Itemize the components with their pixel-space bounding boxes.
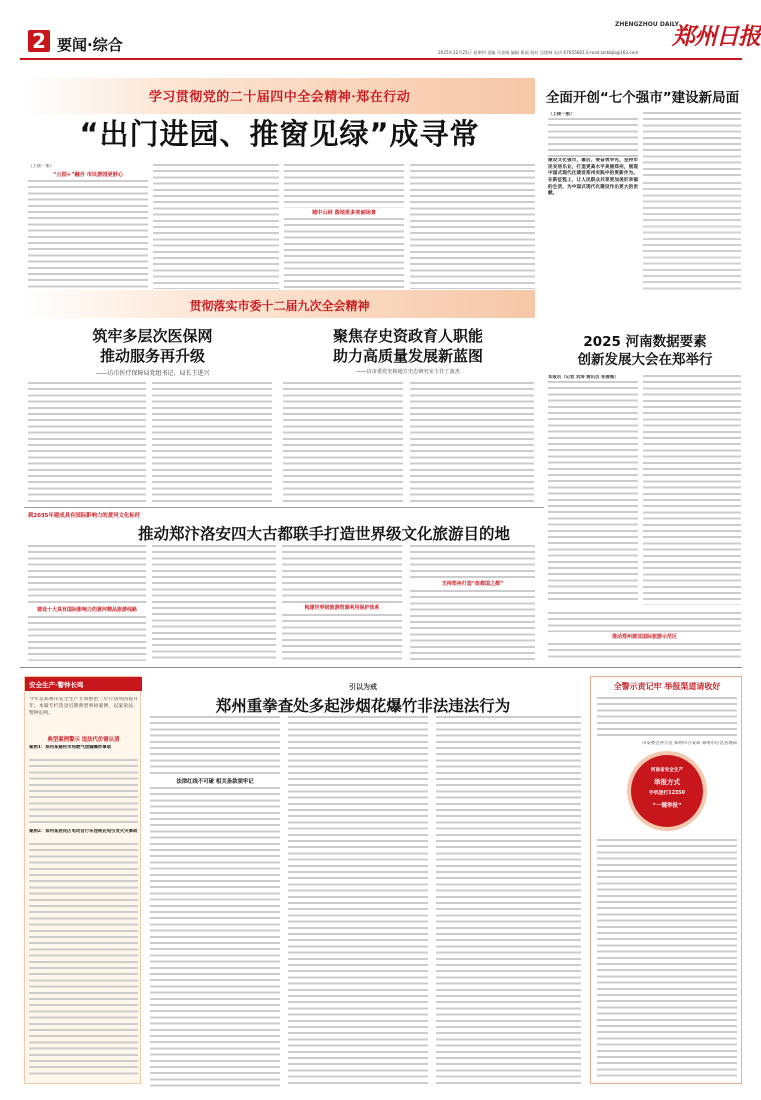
header-rule	[20, 58, 742, 60]
band-text: 贯彻落实市委十二届九次全会精神	[189, 299, 370, 313]
a3-title-line1: 2025 河南数据要素	[583, 334, 707, 350]
qipiang-text-3	[643, 182, 741, 292]
tourism-col-1b	[28, 616, 146, 661]
notice-text-2	[597, 839, 737, 1079]
safety-tag: 安全生产·警钟长鸣	[29, 681, 84, 689]
banner-text: 学习贯彻党的二十届四中全会精神·郑在行动	[148, 90, 411, 105]
badge-line-1: 河南省安全生产	[650, 768, 684, 773]
masthead	[0, 0, 761, 62]
tourism-kicker: 到2035年建成具有国际影响力的黄河文化标杆	[28, 513, 141, 519]
explosion-col-1	[150, 716, 280, 776]
a2-title-line1: 聚焦存史资政育人职能	[332, 327, 483, 345]
case2-text	[29, 843, 138, 1078]
case1-title: 案例1：郑州某建材市场燃气泄漏爆炸事故	[29, 745, 112, 750]
section-title: 要闻·综合	[57, 36, 123, 54]
a1-title-line1: 筑牢多层次医保网	[92, 327, 213, 345]
tourism-col-4a	[410, 545, 535, 579]
report-badge	[631, 755, 703, 827]
a3-col-2	[643, 375, 741, 605]
badge-line-4: “一键举报”	[652, 803, 682, 809]
section-band	[24, 290, 535, 318]
tourism-col-2	[152, 545, 276, 661]
qipiang-text-2	[643, 112, 741, 178]
qipiang-headline: 全面开创“七个强市”建设新局面	[545, 90, 740, 106]
tourism-sub-4: 推动郑州建设国际旅游示范区	[611, 634, 677, 640]
qipiang-col-1	[548, 112, 638, 294]
a2-byline: ——访市委党史和地方史志研究室主任丁波杰	[356, 369, 460, 375]
explosion-sub: 法律红线不可碰 相关条款须牢记	[176, 779, 254, 785]
qipiang-text-1	[548, 118, 638, 158]
safety-sub-1: 典型案例警示 违法代价需认清	[47, 737, 120, 743]
a1-title	[30, 326, 275, 366]
notice-title: 全警示责记牢 举报渠道请收好	[613, 682, 721, 691]
tourism-headline: 推动郑汴洛安四大古都联手打造世界级文化旅游目的地	[137, 525, 510, 543]
notice-box	[590, 676, 742, 1084]
lead-col-4	[410, 164, 535, 289]
a1-col-2	[152, 382, 272, 502]
qipiang-source: （上接一版）	[548, 112, 575, 117]
lead-col-3b	[284, 218, 404, 289]
tourism-col-5a	[548, 612, 741, 632]
paper-en-name: ZHENGZHOU DAILY	[615, 21, 679, 28]
tourism-sub-2: 构建世界级旅游资源利用保护体系	[304, 605, 380, 611]
lead-source: （上接一版）	[28, 164, 55, 169]
theme-banner	[24, 78, 535, 114]
notice-text	[597, 697, 737, 737]
safety-sidebar	[24, 676, 141, 1084]
a1-byline: ——访市医疗保障局党组书记、局长王进兴	[95, 370, 210, 377]
notice-byline: 市安委会办公室 郑州市公安局 郑州市应急管理局	[642, 741, 737, 746]
explosion-col-2	[288, 716, 428, 1087]
divider-mid	[24, 507, 544, 508]
divider-bottom	[20, 667, 742, 668]
paper-logo: 郑州日报	[672, 23, 760, 50]
explosion-col-3	[436, 716, 581, 1087]
lead-col-2	[153, 164, 279, 289]
a3-title	[545, 333, 745, 369]
a2-title-line2: 助力高质量发展新蓝图	[332, 347, 483, 365]
tourism-sub-3: 支持郑州打造“故都国之都”	[441, 581, 504, 587]
lead-text-1	[28, 180, 148, 288]
tourism-col-1	[28, 545, 146, 605]
lead-col-1	[28, 164, 148, 289]
date-line: 2025年12月25日 星期四 责编 马金瑞 编辑 曹丽 校对 吴俊韩 电话 67655661 E-mail:zzrbbjb@163.com	[438, 50, 639, 55]
tourism-col-4b	[410, 590, 535, 661]
lead-subhead: 城中山林 落地更多美丽场景	[311, 210, 377, 216]
qipiang-highlight: 建设文化强市，最后，要奋勇争先，坚持市民安居乐业，打造更高水平美丽郑州，展现中国式现代化建设郑州实践中的更新作为。在新征程上，让人民群众共享更加美好幸福的生活，为中国式现代化建设作出更大的贡献。	[548, 158, 638, 197]
qipiang-col-2	[643, 112, 741, 294]
tourism-sub-1: 建设十大具有国际影响力的黄河精品旅游线路	[36, 607, 137, 613]
a2-col-2	[410, 382, 534, 502]
explosion-col-1b	[150, 787, 280, 1087]
case1-text	[29, 759, 138, 827]
safety-lead: 今年是郑州市安全生产专项整治三年行动巩固提升年。本版专栏选登近期典型事故案例，以案说法、警钟长鸣。	[29, 697, 138, 716]
a3-title-line2: 创新发展大会在郑举行	[577, 352, 713, 368]
a3-text-1	[548, 381, 638, 603]
explosion-kicker: 引以为戒	[349, 683, 377, 691]
a1-title-line2: 推动服务再升级	[99, 347, 205, 365]
badge-line-2: 举报方式	[654, 778, 680, 786]
a3-byline: 本报讯（记者 刘涛 通讯员 张珊珊）	[548, 375, 619, 380]
a2-title	[283, 326, 533, 366]
lead-col-3	[284, 164, 404, 208]
explosion-headline: 郑州重拳查处多起涉烟花爆竹非法违法行为	[215, 697, 511, 715]
a2-col-1	[283, 382, 403, 502]
tourism-col-5b	[548, 643, 741, 661]
a1-col-1	[28, 382, 146, 502]
tourism-col-3a	[282, 545, 402, 603]
tourism-col-3b	[282, 614, 402, 661]
a3-col-1	[548, 375, 638, 605]
lead-kicker: “公园+”融合 市民游园更舒心	[52, 172, 124, 179]
badge-line-3: 手机拨打12350	[649, 791, 685, 796]
page-number: 2	[32, 29, 46, 53]
lead-headline: “出门进园、推窗见绿”成寻常	[79, 117, 480, 151]
case2-title: 案例2：郑州某居民区电动自行车违规充电引发火灾事故	[29, 829, 138, 834]
